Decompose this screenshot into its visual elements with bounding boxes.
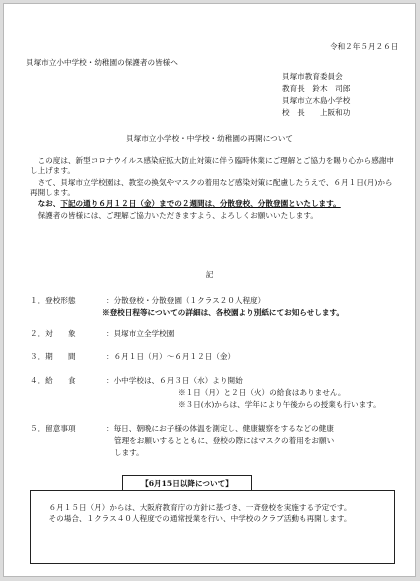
item-label-notes: ５．留意事項 xyxy=(30,424,76,433)
body-text xyxy=(30,156,397,222)
sender-superintendent: 教育長 鈴木 司郎 xyxy=(282,84,351,93)
notice-paragraph-full-attendance: ６月１５日（月）からは、大阪府教育庁の方針に基づき、一斉登校を実施する予定です。 xyxy=(48,503,352,512)
item-text-notes-line2: 管理をお願いするとともに、登校の際にはマスクの着用をお願い xyxy=(114,436,335,445)
notice-paragraph-regular-classes: その場合、１クラス４０人程度での通常授業を行い、中学校のクラブ活動も再開します。 xyxy=(48,514,352,523)
staggered-attendance-notice: 下記の通り６月１２日（金）までの２週間は、分散登校、分散登園といたします。 xyxy=(60,199,341,208)
item-note-schedule: ※登校日程等についての詳細は、各校園より別紙にてお知らせします。 xyxy=(102,308,345,317)
paragraph-request: 保護者の皆様には、ご理解ご協力いただきますよう、よろしくお願いいたします。 xyxy=(37,210,318,220)
item-note-afternoon-classes: ※３日(水)からは、学年により午後からの授業も行います。 xyxy=(178,400,381,409)
item-label-period: ３．期 間 xyxy=(30,352,76,361)
item-text-attendance-format: ：分散登校・分散登園（１クラス２０人程度） xyxy=(106,296,266,305)
item-label-lunch: ４．給 食 xyxy=(30,376,76,385)
notice-text xyxy=(41,503,385,525)
notice-box xyxy=(30,490,395,564)
item-note-no-lunch: ※１日（月）と２日（火）の給食はありません。 xyxy=(178,388,346,397)
paragraph-gratitude: この度は、新型コロナウイルス感染症拡大防止対策に伴う臨時休業にご理解とご協力を賜り心から感謝申し上げます。 xyxy=(30,156,395,175)
sender-principal: 校 長 上阪和功 xyxy=(282,108,351,117)
document-title: 貝塚市立小学校・中学校・幼稚園の再開について xyxy=(126,134,293,143)
item-text-period: ：６月１日（月）～６月１２日（金） xyxy=(106,352,236,361)
notice-heading: 【6月15日以降について】 xyxy=(122,475,252,491)
item-text-notes-line3: します。 xyxy=(114,448,144,457)
document-page xyxy=(3,3,416,577)
item-text-target: ：貝塚市立全学校園 xyxy=(106,329,175,338)
paragraph-staggered-attendance xyxy=(30,199,397,209)
sender-school: 貝塚市立木島小学校 xyxy=(282,96,351,105)
addressee: 貝塚市立小中学校・幼稚園の保護者の皆様へ xyxy=(26,58,178,67)
date: 令和２年５月２６日 xyxy=(330,42,399,51)
paragraph-prefix: なお、 xyxy=(37,199,61,208)
sender-org: 貝塚市教育委員会 xyxy=(282,72,343,81)
ki-heading: 記 xyxy=(205,270,214,279)
item-label-target: ２．対 象 xyxy=(30,329,76,338)
item-text-notes: ：毎日、朝晩にお子様の体温を測定し、健康観察をするなどの健康 xyxy=(106,424,334,433)
paragraph-reopening: さて、貝塚市立学校園は、教室の換気やマスクの着用など感染対策に配慮したうえで、６月１日(月)から再開します。 xyxy=(30,177,393,197)
item-text-lunch: ：小中学校は、６月３日（水）より開始 xyxy=(106,376,243,385)
item-label-attendance-format: １．登校形態 xyxy=(30,296,76,305)
